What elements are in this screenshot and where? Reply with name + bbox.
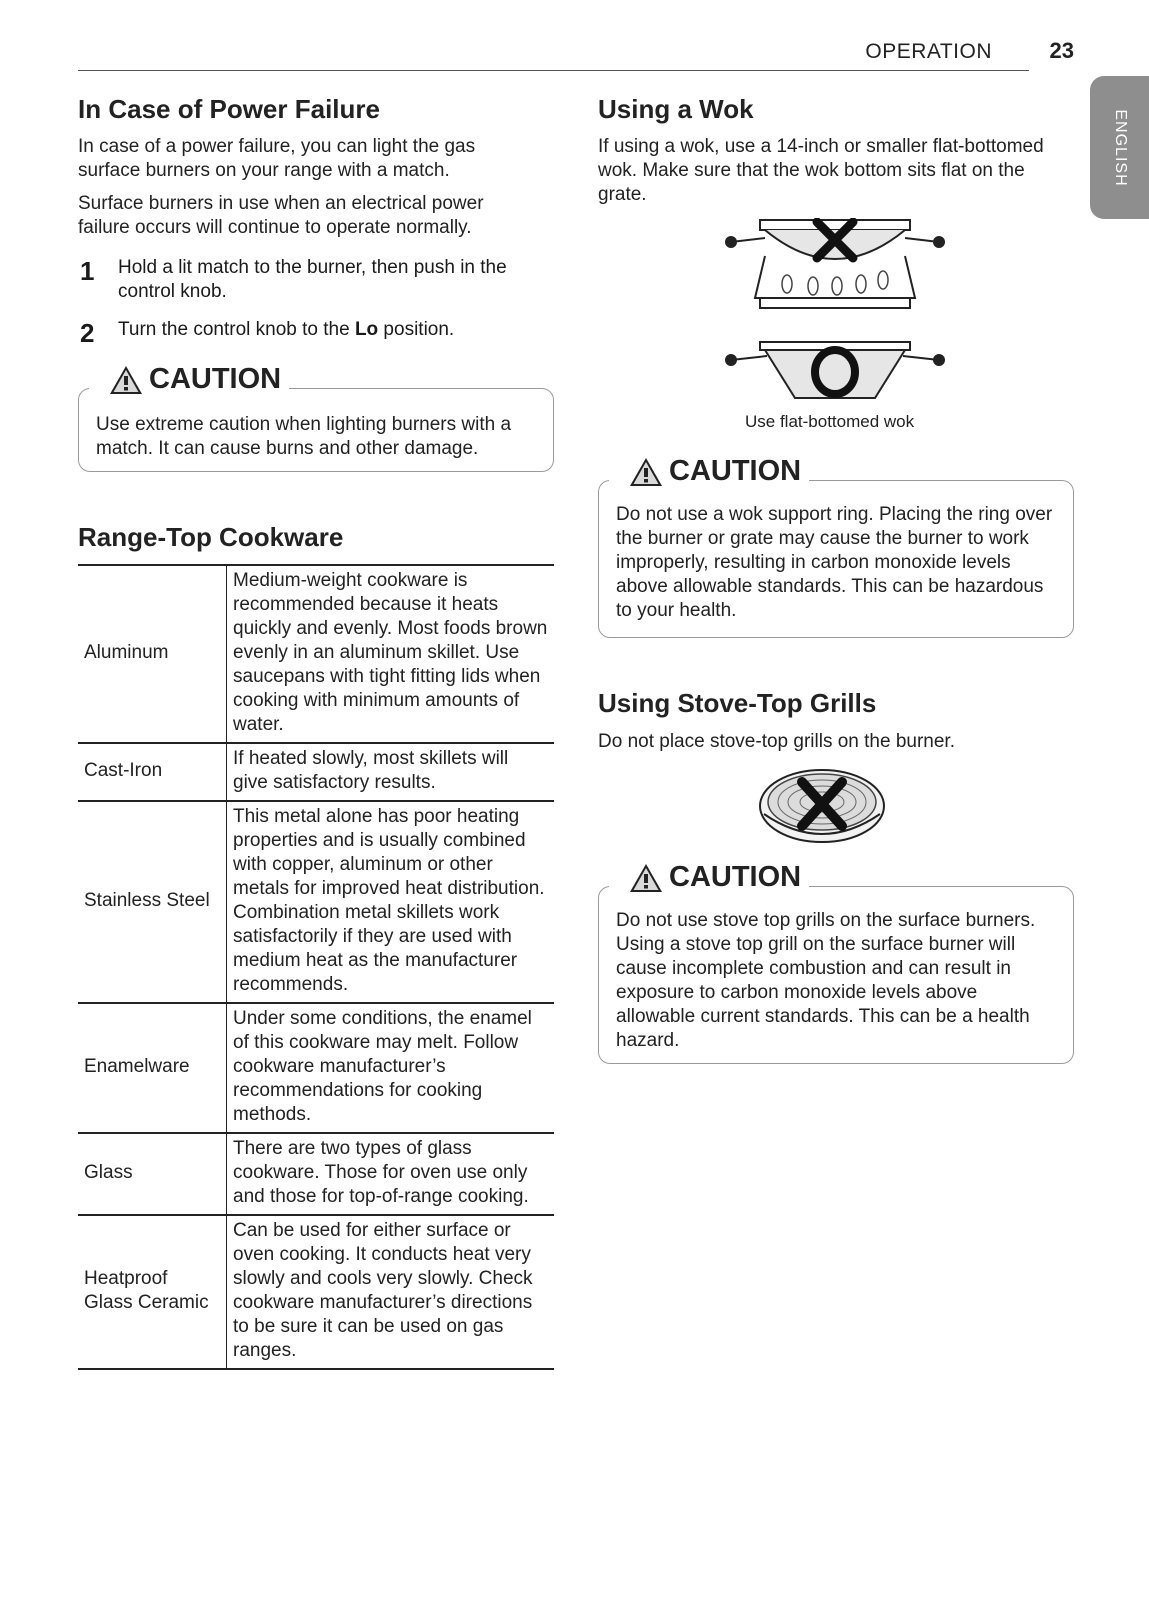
caution-heading <box>609 455 809 488</box>
caution-box-wok <box>598 455 1074 638</box>
description-cell: This metal alone has poor heating properties and is usually combined with copper, aluminum or other metals for improved heat distribution. Combination metal skillets work satisfactorily if they are used with medium heat as the manufacturer recommends. <box>227 801 555 1003</box>
step-number: 1 <box>80 256 95 286</box>
material-cell: Enamelware <box>78 1003 227 1133</box>
material-cell: Cast-Iron <box>78 743 227 801</box>
wok-title: Using a Wok <box>598 94 754 124</box>
cookware-title: Range-Top Cookware <box>78 522 344 552</box>
description-cell: Can be used for either surface or oven cooking. It conducts heat very slowly and cools very slowly. Check cookware manufacturer’s directions to be sure it can be used on gas ranges. <box>227 1215 555 1369</box>
warning-icon <box>629 863 663 893</box>
material-cell: Heatproof Glass Ceramic <box>78 1215 227 1369</box>
step-text-after: position. <box>378 319 455 340</box>
step-1 <box>78 256 548 304</box>
cookware-table <box>78 564 554 1370</box>
table-row <box>78 1003 554 1133</box>
language-tab-label: ENGLISH <box>1111 108 1129 187</box>
grill-illustration <box>756 764 888 848</box>
caution-heading <box>609 861 809 894</box>
warning-icon <box>109 365 143 395</box>
caution-box-power-failure <box>78 363 554 472</box>
header-section: OPERATION <box>865 40 992 63</box>
material-cell: Aluminum <box>78 565 227 743</box>
caution-heading <box>89 363 289 396</box>
step-text <box>118 318 548 342</box>
caution-text: Do not use stove top grills on the surface burners. Using a stove top grill on the surface burner will cause incomplete combustion and can result in exposure to carbon monoxide levels above allowable current standards. This can be a health hazard. <box>616 910 1036 1051</box>
flat-wok-illustration <box>725 340 945 408</box>
table-row <box>78 743 554 801</box>
page-number: 23 <box>1049 38 1074 63</box>
grills-para: Do not place stove-top grills on the burner. <box>598 731 955 752</box>
wok-caption: Use flat-bottomed wok <box>745 412 915 431</box>
table-row <box>78 1215 554 1369</box>
description-cell: If heated slowly, most skillets will give satisfactory results. <box>227 743 555 801</box>
power-failure-para1: In case of a power failure, you can light the gas surface burners on your range with a match. <box>78 136 476 181</box>
step-2 <box>78 318 548 348</box>
warning-icon <box>629 457 663 487</box>
step-text-before: Turn the control knob to the <box>118 319 355 340</box>
wok-para: If using a wok, use a 14-inch or smaller flat-bottomed wok. Make sure that the wok bottom sits flat on the grate. <box>598 136 1044 205</box>
grills-title: Using Stove-Top Grills <box>598 688 877 718</box>
table-row <box>78 801 554 1003</box>
language-tab <box>1090 76 1149 219</box>
caution-text: Do not use a wok support ring. Placing the ring over the burner or grate may cause the burner to work improperly, resulting in carbon monoxide levels above allowable standards. This can be hazardous to your health. <box>616 504 1053 621</box>
step-number: 2 <box>80 318 95 348</box>
description-cell: Medium-weight cookware is recommended because it heats quickly and evenly. Most foods brown evenly in an aluminum skillet. Use saucepans with tight fitting lids when cooking with minimum amounts of water. <box>227 565 555 743</box>
material-cell: Stainless Steel <box>78 801 227 1003</box>
table-row <box>78 565 554 743</box>
table-row <box>78 1133 554 1215</box>
description-cell: Under some conditions, the enamel of this cookware may melt. Follow cookware manufacturer’s recommendations for cooking methods. <box>227 1003 555 1133</box>
step-text: Hold a lit match to the burner, then push in the control knob. <box>118 257 507 302</box>
header-rule <box>78 70 1029 71</box>
caution-label: CAUTION <box>669 861 802 893</box>
caution-text: Use extreme caution when lighting burners with a match. It can cause burns and other damage. <box>96 414 512 459</box>
power-failure-para2: Surface burners in use when an electrical power failure occurs will continue to operate normally. <box>78 193 484 238</box>
caution-label: CAUTION <box>669 455 802 487</box>
description-cell: There are two types of glass cookware. Those for oven use only and those for top-of-range cooking. <box>227 1133 555 1215</box>
step-text-bold: Lo <box>354 319 379 340</box>
caution-box-grills <box>598 861 1074 1064</box>
caution-label: CAUTION <box>149 363 282 395</box>
power-failure-title: In Case of Power Failure <box>78 94 380 124</box>
round-wok-illustration <box>725 218 945 318</box>
material-cell: Glass <box>78 1133 227 1215</box>
